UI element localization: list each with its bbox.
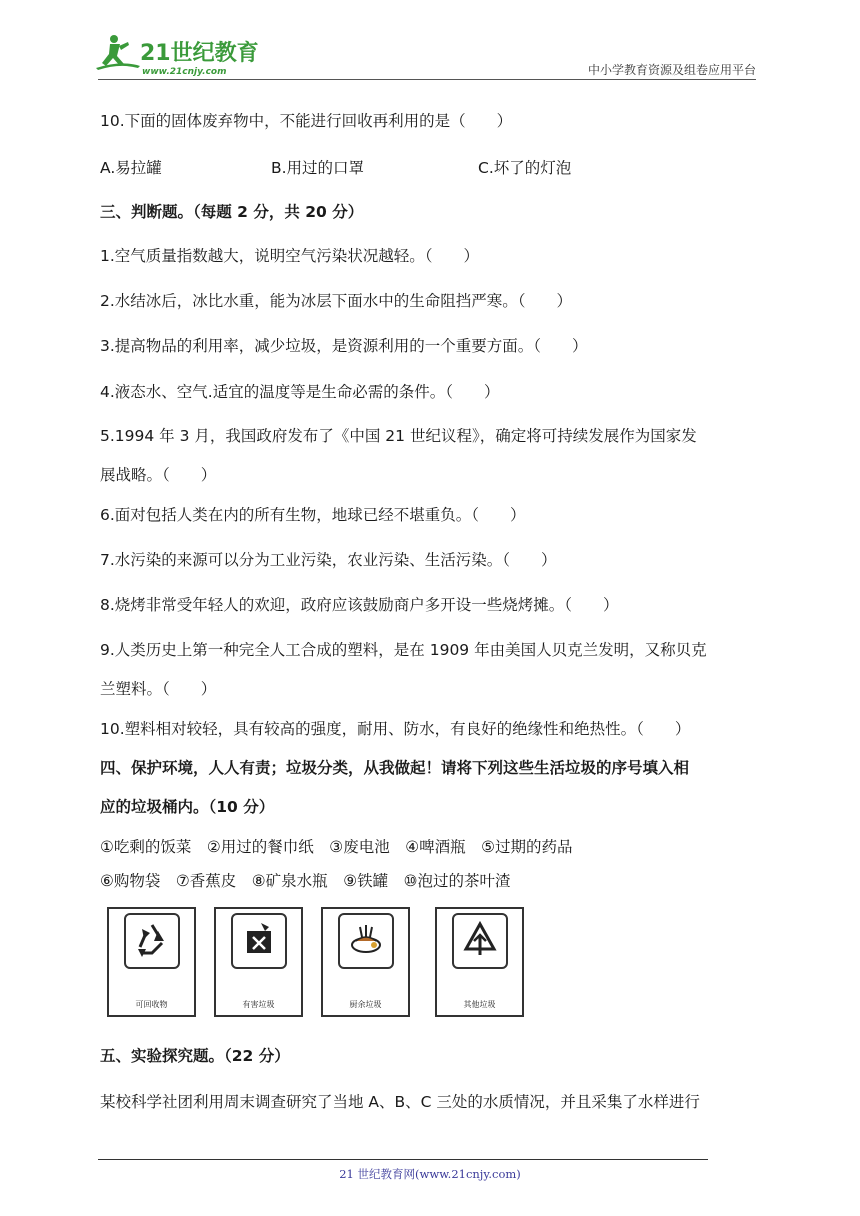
recycle-icon [124, 913, 180, 969]
header-divider [98, 79, 756, 80]
garbage-bins [107, 907, 527, 1019]
recyclable-bin [107, 907, 196, 1017]
waste-items-row-1: ①吃剩的饭菜 ②用过的餐巾纸 ③废电池 ④啤酒瓶 ⑤过期的药品 [100, 838, 573, 856]
section-4-title-continued: 应的垃圾桶内。（10 分） [100, 798, 275, 816]
judgement-item-continued: 兰塑料。（ ） [100, 680, 217, 698]
option-c: C.坏了的灯泡 [478, 159, 572, 177]
judgement-item: 3.提高物品的利用率，减少垃圾，是资源利用的一个重要方面。（ ） [100, 337, 588, 355]
bin-label: 其他垃圾 [463, 1000, 496, 1009]
question-10-stem: 10.下面的固体废弃物中，不能进行回收再利用的是（ ） [100, 112, 513, 130]
judgement-item: 6.面对包括人类在内的所有生物，地球已经不堪重负。（ ） [100, 506, 526, 524]
footer-divider [98, 1159, 708, 1160]
brand-logo [92, 30, 262, 80]
food-waste-icon [338, 913, 394, 969]
bin-label: 有害垃圾 [242, 1000, 275, 1009]
section-5-text: 某校科学社团利用周末调查研究了当地 A、B、C 三处的水质情况，并且采集了水样进行 [100, 1093, 700, 1111]
judgement-item-continued: 展战略。（ ） [100, 466, 217, 484]
judgement-item: 10.塑料相对较轻，具有较高的强度，耐用、防水，有良好的绝缘性和绝热性。（ ） [100, 720, 691, 738]
other-waste-icon [452, 913, 508, 969]
judgement-item: 4.液态水、空气.适宜的温度等是生命必需的条件。（ ） [100, 383, 500, 401]
svg-text:21世纪教育: 21世纪教育 [140, 41, 259, 66]
option-b: B.用过的口罩 [271, 159, 365, 177]
judgement-item: 8.烧烤非常受年轻人的欢迎，政府应该鼓励商户多开设一些烧烤摊。（ ） [100, 596, 619, 614]
judgement-item: 1.空气质量指数越大，说明空气污染状况越轻。（ ） [100, 247, 480, 265]
footer-text: 21 世纪教育网(www.21cnjy.com) [339, 1167, 521, 1181]
kitchen-waste-bin [321, 907, 410, 1017]
section-5-title: 五、实验探究题。（22 分） [100, 1047, 290, 1065]
svg-text:www.21cnjy.com: www.21cnjy.com [142, 67, 227, 77]
section-4-title: 四、保护环境，人人有责；垃圾分类，从我做起！请将下列这些生活垃圾的序号填入相 [100, 759, 690, 777]
platform-name: 中小学教育资源及组卷应用平台 [587, 63, 756, 77]
section-3-title: 三、判断题。（每题 2 分，共 20 分） [100, 203, 364, 221]
bin-label: 厨余垃圾 [349, 1000, 382, 1009]
other-waste-bin [435, 907, 524, 1017]
bin-label: 可回收物 [135, 1000, 168, 1009]
judgement-item: 5.1994 年 3 月，我国政府发布了《中国 21 世纪议程》，确定将可持续发展作为国家发 [100, 427, 697, 445]
question-10-options [100, 156, 768, 176]
hazardous-bin [214, 907, 303, 1017]
judgement-item: 2.水结冰后，冰比水重，能为冰层下面水中的生命阻挡严寒。（ ） [100, 292, 573, 310]
judgement-item: 9.人类历史上第一种完全人工合成的塑料，是在 1909 年由美国人贝克兰发明，又称贝克 [100, 641, 707, 659]
waste-items-row-2: ⑥购物袋 ⑦香蕉皮 ⑧矿泉水瓶 ⑨铁罐 ⑩泡过的茶叶渣 [100, 872, 511, 890]
hazardous-icon [231, 913, 287, 969]
option-a: A.易拉罐 [100, 159, 162, 177]
judgement-item: 7.水污染的来源可以分为工业污染，农业污染、生活污染。（ ） [100, 551, 557, 569]
page-header [0, 0, 860, 90]
